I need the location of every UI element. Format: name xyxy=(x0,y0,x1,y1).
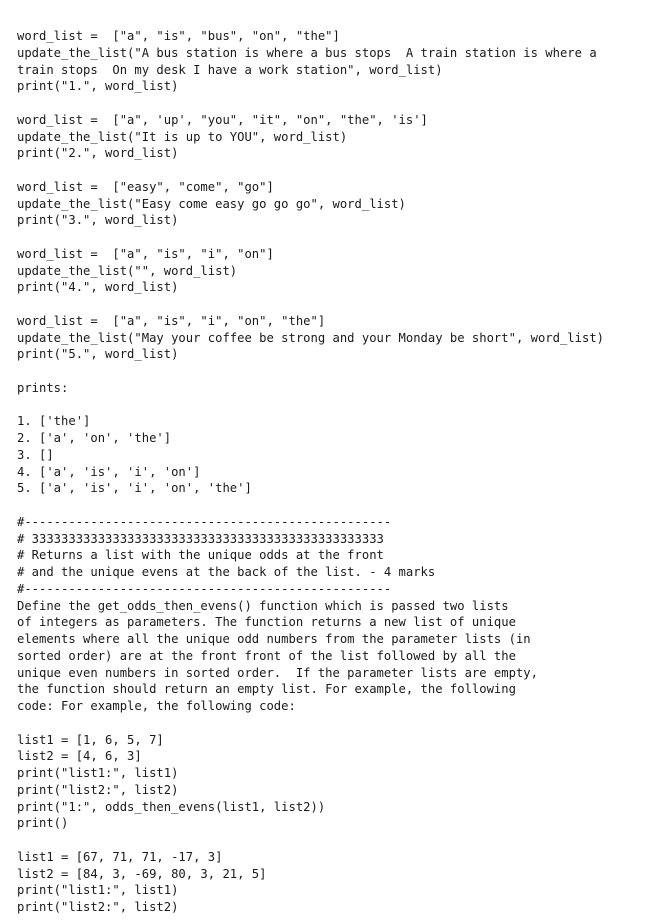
text-line: of integers as parameters. The function returns a new list of unique xyxy=(17,615,516,630)
text-line xyxy=(17,363,642,380)
text-line: word_list = ["a", 'up', "you", "it", "on", "the", 'is'] xyxy=(17,112,428,127)
text-line: update_the_list("May your coffee be strong and your Monday be short", word_list) xyxy=(17,330,604,345)
text-line: list2 = [84, 3, -69, 80, 3, 21, 5] xyxy=(17,866,267,881)
text-line: print("1.", word_list) xyxy=(17,79,179,94)
text-line: update_the_list("It is up to YOU", word_list) xyxy=(17,129,348,144)
text-line: elements where all the unique odd numbers from the parameter lists (in xyxy=(17,632,531,646)
text-line: update_the_list("A bus station is where a bus stops A train station is where a xyxy=(17,45,597,60)
text-line: the function should return an empty list. For example, the following xyxy=(17,682,516,697)
text-line: print("1:", odds_then_evens(list1, list2)) xyxy=(17,799,326,814)
text-line: #-------------------------------------------------- xyxy=(17,581,392,596)
text-line: print() xyxy=(17,816,69,831)
text-line: # and the unique evens at the back of the list. - 4 marks xyxy=(17,565,436,579)
text-line xyxy=(17,95,642,112)
document-text xyxy=(17,28,642,916)
text-line: print("list1:", list1) xyxy=(17,766,179,780)
text-line xyxy=(17,296,642,313)
text-line: print("list2:", list2) xyxy=(17,900,179,914)
text-line: print("3.", word_list) xyxy=(17,213,179,228)
text-line: print("4.", word_list) xyxy=(17,280,179,295)
text-line: sorted order) are at the front front of the list followed by all the xyxy=(17,648,516,663)
text-line: update_the_list("Easy come easy go go go", word_list) xyxy=(17,196,406,211)
text-line xyxy=(17,497,642,514)
text-line: 3. [] xyxy=(17,447,54,462)
text-line xyxy=(17,229,642,246)
text-line: 5. ['a', 'is', 'i', 'on', 'the'] xyxy=(17,481,252,496)
text-line: code: For example, the following code: xyxy=(17,699,296,713)
text-line: # 333333333333333333333333333333333333333333333333 xyxy=(17,531,384,546)
text-line: train stops On my desk I have a work station", word_list) xyxy=(17,62,443,77)
text-line: update_the_list("", word_list) xyxy=(17,263,238,278)
text-line xyxy=(17,715,642,732)
text-line: list2 = [4, 6, 3] xyxy=(17,749,142,764)
text-line: prints: xyxy=(17,380,69,395)
text-line: print("list1:", list1) xyxy=(17,883,179,898)
text-line: word_list = ["a", "is", "bus", "on", "the"] xyxy=(17,29,340,43)
text-line xyxy=(17,162,642,179)
text-line: print("list2:", list2) xyxy=(17,782,179,797)
text-line: 4. ['a', 'is', 'i', 'on'] xyxy=(17,464,201,479)
text-line: unique even numbers in sorted order. If the parameter lists are empty, xyxy=(17,665,538,680)
text-line xyxy=(17,832,642,849)
text-line: # Returns a list with the unique odds at the front xyxy=(17,548,384,563)
text-line: print("5.", word_list) xyxy=(17,347,179,362)
text-line: list1 = [1, 6, 5, 7] xyxy=(17,732,164,747)
text-line: print("2.", word_list) xyxy=(17,146,179,161)
text-line: word_list = ["easy", "come", "go"] xyxy=(17,179,274,194)
text-line: list1 = [67, 71, 71, -17, 3] xyxy=(17,849,223,864)
text-line: word_list = ["a", "is", "i", "on"] xyxy=(17,246,274,261)
text-line: word_list = ["a", "is", "i", "on", "the"] xyxy=(17,313,326,328)
text-line: 2. ['a', 'on', 'the'] xyxy=(17,431,172,445)
text-line: Define the get_odds_then_evens() function which is passed two lists xyxy=(17,598,509,613)
text-line: #-------------------------------------------------- xyxy=(17,514,392,529)
text-line: 1. ['the'] xyxy=(17,414,91,429)
text-line xyxy=(17,397,642,414)
